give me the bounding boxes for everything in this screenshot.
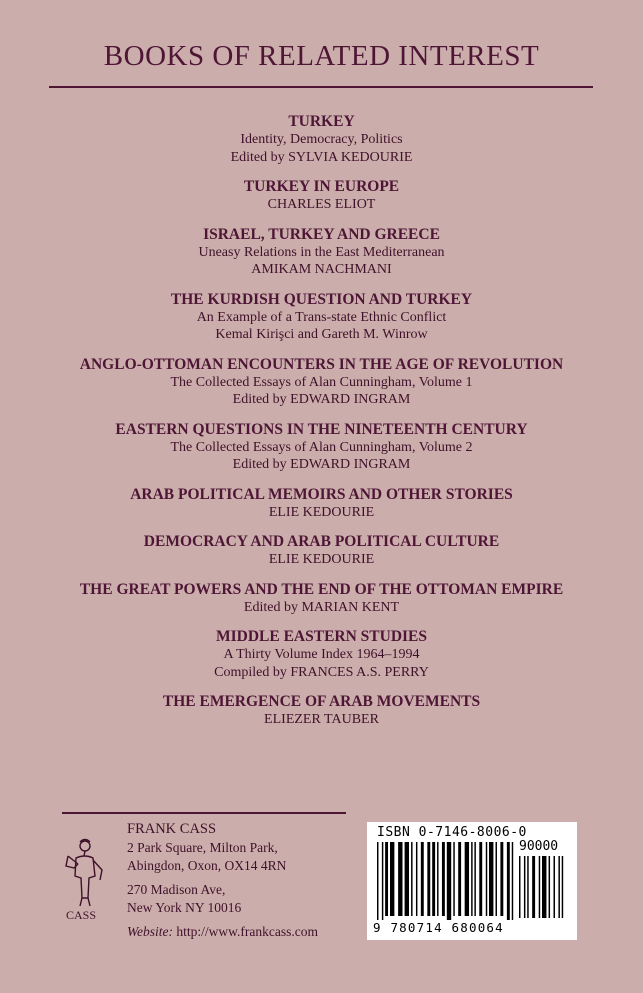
price-code: 90000 (519, 839, 559, 854)
book-detail: Edited by EDWARD INGRAM (232, 457, 411, 472)
book-title: MIDDLE EASTERN STUDIES (215, 628, 428, 645)
book-detail: Compiled by FRANCES A.S. PERRY (214, 664, 429, 680)
book-detail: ELIEZER TAUBER (264, 712, 379, 727)
book-entry (0, 112, 643, 166)
addon-barcode-bars (519, 856, 565, 918)
book-title: THE GREAT POWERS AND THE END OF THE OTTOMAN EMPIRE (79, 580, 564, 598)
book-detail: Edited by MARIAN KENT (243, 599, 400, 615)
book-entry (0, 692, 643, 729)
book-entry (0, 225, 643, 279)
book-entry (0, 580, 643, 617)
book-title: TURKEY (288, 113, 355, 130)
book-detail: A Thirty Volume Index 1964–1994 (223, 647, 420, 662)
website-line (127, 923, 318, 941)
book-title: ISRAEL, TURKEY AND GREECE (203, 225, 440, 243)
website-label: Website: (127, 924, 173, 939)
book-detail: Edited by EDWARD INGRAM (232, 392, 411, 407)
book-detail: Identity, Democracy, Politics (240, 132, 403, 147)
barcode (367, 822, 577, 940)
book-detail: Edited by SYLVIA KEDOURIE (230, 149, 413, 165)
isbn-label: ISBN 0-7146-8006-0 (377, 825, 527, 840)
address-line: Abingdon, Oxon, OX14 4RN (127, 858, 287, 873)
book-detail: The Collected Essays of Alan Cunningham, Volume 1 (170, 374, 473, 390)
book-list (0, 112, 643, 740)
address-line: 270 Madison Ave, (127, 882, 226, 897)
book-detail: Kemal Kirişci and Gareth M. Winrow (215, 327, 428, 342)
book-title: ANGLO-OTTOMAN ENCOUNTERS IN THE AGE OF REVOLUTION (79, 355, 564, 373)
book-entry (0, 290, 643, 344)
book-entry (0, 177, 643, 214)
ean-number: 9 780714 680064 (373, 920, 504, 935)
bottom-divider (62, 812, 346, 814)
book-entry (0, 485, 643, 522)
book-title: EASTERN QUESTIONS IN THE NINETEENTH CENTURY (115, 420, 528, 438)
book-entry (0, 627, 643, 681)
website-link[interactable]: http://www.frankcass.com (176, 924, 318, 939)
ean-barcode-bars (377, 842, 515, 920)
page-title: BOOKS OF RELATED INTEREST (103, 40, 540, 72)
logo-label: CASS (66, 908, 97, 922)
book-title: ARAB POLITICAL MEMOIRS AND OTHER STORIES (130, 485, 513, 503)
book-title: THE EMERGENCE OF ARAB MOVEMENTS (162, 693, 481, 710)
address-line: New York NY 10016 (127, 900, 242, 915)
book-entry (0, 355, 643, 409)
book-entry (0, 532, 643, 569)
book-detail: ELIE KEDOURIE (268, 552, 375, 567)
book-detail: AMIKAM NACHMANI (251, 262, 392, 277)
book-detail: An Example of a Trans-state Ethnic Conflict (196, 309, 447, 325)
book-detail: ELIE KEDOURIE (268, 504, 375, 520)
publisher-info (127, 820, 318, 941)
book-entry (0, 420, 643, 474)
book-detail: CHARLES ELIOT (267, 197, 376, 212)
book-title: TURKEY IN EUROPE (243, 178, 400, 195)
top-divider (49, 86, 593, 88)
address-line: 2 Park Square, Milton Park, (127, 840, 278, 855)
publisher-name: FRANK CASS (127, 821, 217, 837)
book-title: DEMOCRACY AND ARAB POLITICAL CULTURE (143, 533, 500, 550)
book-detail: Uneasy Relations in the East Mediterranean (198, 244, 445, 260)
book-title: THE KURDISH QUESTION AND TURKEY (170, 290, 473, 308)
book-detail: The Collected Essays of Alan Cunningham, Volume 2 (170, 439, 473, 455)
